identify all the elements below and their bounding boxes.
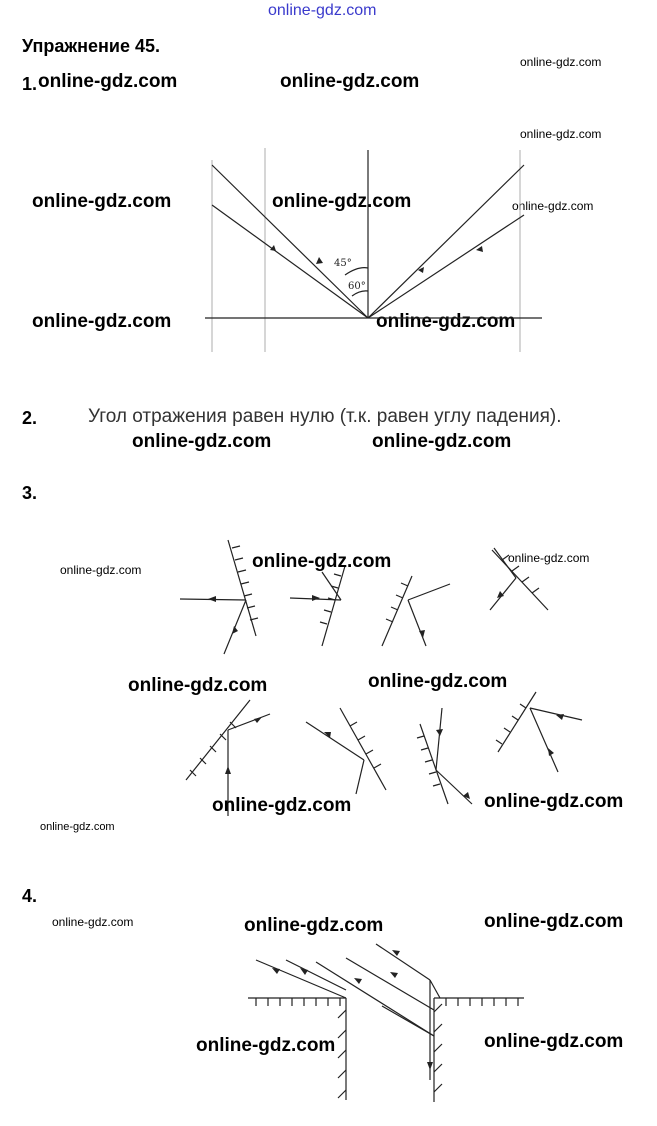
- mirror: [186, 700, 250, 780]
- watermark: online-gdz.com: [38, 71, 178, 92]
- ray: [322, 572, 341, 600]
- reflection-diagram-1: [205, 148, 542, 352]
- arrow: [208, 596, 216, 602]
- watermark: online-gdz.com: [60, 563, 142, 577]
- section-2-answer: Угол отражения равен нулю (т.к. равен углу падения).: [88, 406, 562, 427]
- watermark: online-gdz.com: [280, 71, 420, 92]
- section-3-number: 3.: [22, 483, 38, 503]
- ray: [228, 714, 270, 730]
- arrow: [312, 595, 320, 601]
- section-2-number: 2.: [22, 408, 38, 428]
- arrow: [436, 729, 443, 736]
- ray: [224, 600, 246, 654]
- ray: [490, 578, 516, 610]
- ray: [376, 944, 430, 980]
- arrow: [354, 978, 362, 984]
- angle-label-45: 45°: [334, 258, 352, 269]
- watermark: online-gdz.com: [484, 911, 624, 932]
- mirror-hatch: [386, 583, 408, 622]
- arrow: [463, 792, 470, 799]
- ray: [436, 708, 442, 770]
- watermark: online-gdz.com: [252, 551, 392, 572]
- watermark: online-gdz.com: [40, 821, 115, 833]
- ray: [356, 760, 364, 794]
- arrow: [254, 717, 262, 723]
- ray: [382, 1006, 434, 1036]
- ray: [430, 980, 440, 998]
- mirror: [420, 724, 448, 804]
- mirror: [498, 692, 536, 752]
- watermark: online-gdz.com: [128, 675, 268, 696]
- watermark: online-gdz.com: [484, 1031, 624, 1052]
- angle-label-60: 60°: [348, 281, 366, 292]
- arrow: [476, 246, 483, 252]
- watermark: online-gdz.com: [196, 1035, 336, 1056]
- mirror: [382, 576, 412, 646]
- watermark: online-gdz.com: [272, 191, 412, 212]
- header-watermark: online-gdz.com: [268, 2, 377, 19]
- ray: [530, 708, 558, 772]
- watermark: online-gdz.com: [32, 191, 172, 212]
- ray: [346, 958, 434, 1010]
- arrow: [390, 972, 398, 978]
- arrow: [272, 968, 280, 974]
- ray: [306, 722, 364, 760]
- watermark: online-gdz.com: [376, 311, 516, 332]
- wall-hatch: [338, 1010, 346, 1098]
- watermark: online-gdz.com: [508, 551, 590, 565]
- watermark: online-gdz.com: [372, 431, 512, 452]
- arrow: [556, 714, 564, 720]
- arrow: [427, 1062, 433, 1070]
- arrow: [548, 748, 554, 756]
- watermark: online-gdz.com: [52, 915, 134, 929]
- section-4-number: 4.: [22, 886, 38, 906]
- ray: [436, 770, 472, 804]
- surface-hatch: [256, 998, 340, 1006]
- mirror-hatch: [496, 704, 526, 744]
- ray: [408, 600, 426, 646]
- wall-hatch: [434, 1004, 442, 1092]
- ray: [256, 960, 346, 998]
- reflected-ray-2: [368, 215, 524, 318]
- exercise-title: Упражнение 45.: [22, 36, 161, 56]
- watermark: online-gdz.com: [132, 431, 272, 452]
- arrow: [225, 766, 231, 774]
- watermark: online-gdz.com: [512, 199, 594, 213]
- watermark: online-gdz.com: [368, 671, 508, 692]
- watermark: online-gdz.com: [520, 127, 602, 141]
- surface-hatch: [446, 998, 518, 1006]
- mirror-hatch: [350, 722, 381, 768]
- watermark: online-gdz.com: [520, 55, 602, 69]
- watermark: online-gdz.com: [32, 311, 172, 332]
- watermark: online-gdz.com: [212, 795, 352, 816]
- arrow: [300, 968, 308, 975]
- watermark: online-gdz.com: [244, 915, 384, 936]
- section-1-number: 1.: [22, 74, 38, 94]
- reflection-diagram-4: [248, 944, 524, 1102]
- incident-ray-1: [212, 165, 368, 318]
- arrow: [316, 257, 323, 264]
- ray: [530, 708, 582, 720]
- watermark: online-gdz.com: [484, 791, 624, 812]
- reflected-ray-1: [368, 165, 524, 318]
- ray: [408, 584, 450, 600]
